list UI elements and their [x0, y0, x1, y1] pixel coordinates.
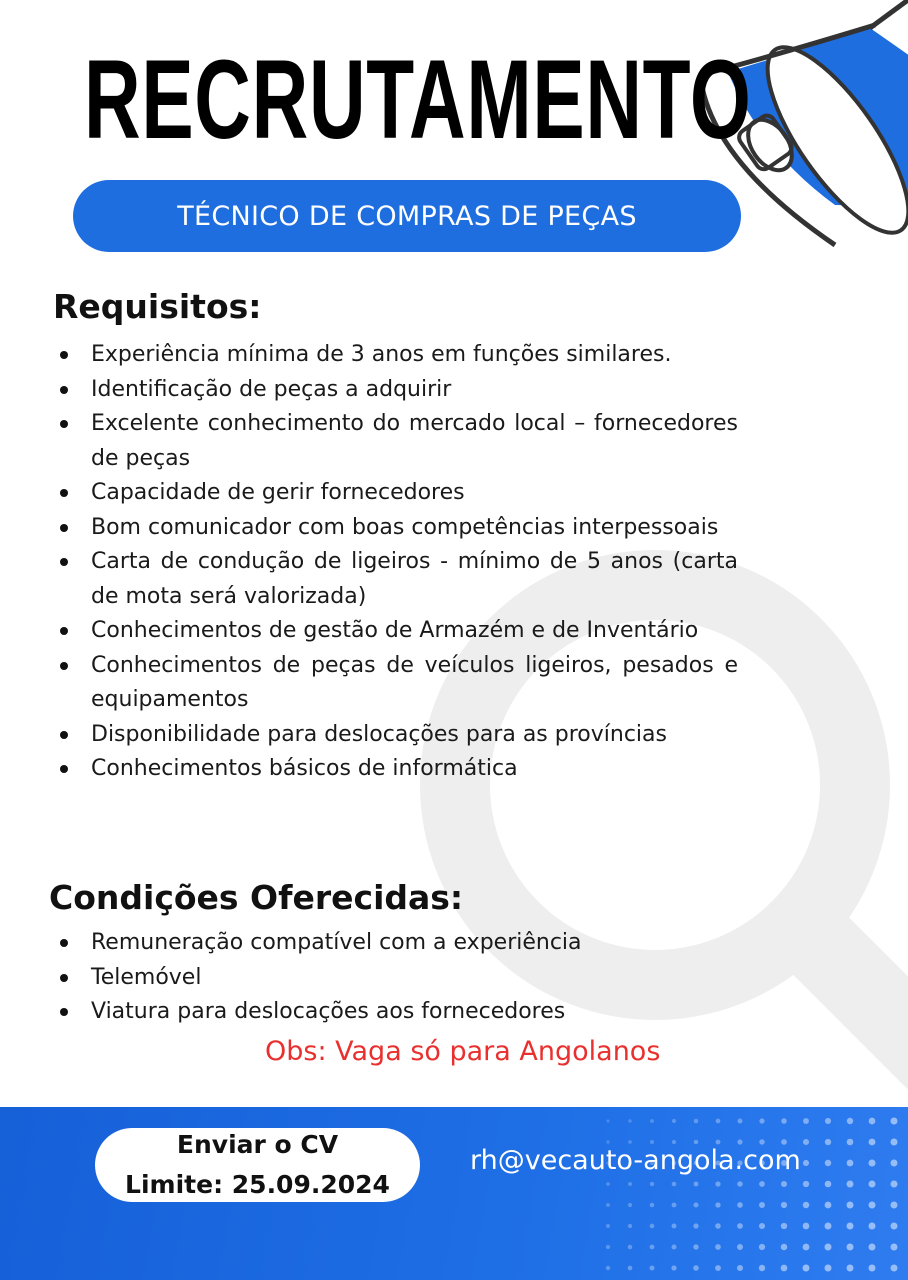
- pattern-dot: [672, 1182, 677, 1187]
- list-item: [58, 752, 738, 787]
- requirements-heading: Requisitos:: [53, 287, 262, 326]
- pattern-dot: [606, 1203, 610, 1207]
- pattern-dot: [803, 1223, 810, 1230]
- pattern-dot: [847, 1265, 854, 1272]
- pattern-dot: [869, 1160, 876, 1167]
- pattern-dot: [650, 1245, 655, 1250]
- pattern-dot: [891, 1118, 898, 1125]
- list-item-text: Excelente conhecimento do mercado local – fornecedores de peças: [91, 411, 738, 471]
- list-item: [58, 961, 738, 996]
- conditions-list: [58, 926, 738, 1030]
- pattern-dot: [715, 1181, 720, 1186]
- list-item: [58, 373, 738, 408]
- pattern-dot: [825, 1160, 831, 1166]
- pattern-dot: [869, 1118, 876, 1125]
- list-item-text: Conhecimentos de gestão de Armazém e de Inventário: [91, 618, 699, 643]
- pattern-dot: [628, 1224, 632, 1228]
- pattern-dot: [694, 1182, 699, 1187]
- pattern-dot: [737, 1139, 742, 1144]
- pattern-dot: [803, 1118, 809, 1124]
- dot-pattern-decoration: [588, 1107, 908, 1280]
- pattern-dot: [693, 1244, 698, 1249]
- pattern-dot: [759, 1265, 765, 1271]
- pattern-dot: [847, 1202, 854, 1209]
- pattern-dot: [650, 1203, 654, 1207]
- pattern-dot: [825, 1139, 831, 1145]
- pattern-dot: [606, 1266, 610, 1270]
- pattern-dot: [803, 1202, 809, 1208]
- list-item-text: Viatura para deslocações aos fornecedores: [91, 999, 566, 1024]
- bullet-icon: [60, 558, 68, 566]
- position-badge: [73, 180, 741, 252]
- list-item: [58, 511, 738, 546]
- list-item-text: Remuneração compatível com a experiência: [91, 930, 582, 955]
- pattern-dot: [803, 1244, 810, 1251]
- pattern-dot: [847, 1118, 853, 1124]
- pattern-dot: [715, 1265, 721, 1271]
- cv-deadline-badge: [95, 1128, 420, 1202]
- pattern-dot: [825, 1244, 832, 1251]
- pattern-dot: [737, 1202, 743, 1208]
- pattern-dot: [803, 1265, 810, 1272]
- pattern-dot: [672, 1224, 677, 1229]
- pattern-dot: [628, 1245, 633, 1250]
- pattern-dot: [715, 1202, 720, 1207]
- pattern-dot: [869, 1202, 876, 1209]
- pattern-dot: [891, 1160, 898, 1167]
- pattern-dot: [847, 1244, 854, 1251]
- page-title: RECRUTAMENTO: [84, 37, 752, 162]
- pattern-dot: [847, 1181, 854, 1188]
- pattern-dot: [672, 1140, 676, 1144]
- pattern-dot: [606, 1140, 609, 1143]
- pattern-dot: [650, 1119, 654, 1123]
- list-item-text: Disponibilidade para deslocações para as províncias: [91, 721, 667, 747]
- pattern-dot: [694, 1119, 698, 1123]
- bullet-icon: [60, 386, 68, 394]
- pattern-dot: [738, 1119, 743, 1124]
- bullet-icon: [60, 765, 68, 773]
- bullet-icon: [60, 420, 68, 428]
- pattern-dot: [716, 1140, 721, 1145]
- pattern-dot: [628, 1266, 633, 1271]
- list-item: [58, 407, 738, 476]
- bullet-icon: [60, 1008, 68, 1016]
- list-item: [58, 649, 738, 718]
- pattern-dot: [628, 1119, 632, 1123]
- pattern-dot: [781, 1118, 787, 1124]
- pattern-dot: [650, 1140, 654, 1144]
- pattern-dot: [869, 1244, 876, 1251]
- list-item: [58, 718, 738, 753]
- pattern-dot: [606, 1119, 609, 1122]
- pattern-dot: [606, 1245, 610, 1249]
- requirements-list: [58, 338, 738, 787]
- pattern-dot: [781, 1202, 787, 1208]
- pattern-dot: [869, 1181, 876, 1188]
- pattern-dot: [891, 1265, 898, 1272]
- pattern-dot: [891, 1223, 898, 1230]
- pattern-dot: [847, 1160, 854, 1167]
- pattern-dot: [672, 1203, 677, 1208]
- pattern-dot: [759, 1181, 765, 1187]
- list-item-text: Conhecimentos de peças de veículos ligeiros, pesados e equipamentos: [91, 652, 738, 712]
- pattern-dot: [891, 1181, 898, 1188]
- list-item-text: Telemóvel: [91, 964, 202, 990]
- pattern-dot: [781, 1244, 788, 1251]
- pattern-dot: [715, 1244, 721, 1250]
- bullet-icon: [60, 662, 68, 670]
- list-item: [58, 338, 738, 373]
- list-item-text: Capacidade de gerir fornecedores: [91, 480, 465, 505]
- pattern-dot: [628, 1182, 632, 1186]
- pattern-dot: [781, 1139, 787, 1145]
- pattern-dot: [891, 1202, 898, 1209]
- bullet-icon: [60, 489, 68, 497]
- pattern-dot: [869, 1223, 876, 1230]
- bullet-icon: [60, 939, 68, 947]
- pattern-dot: [781, 1223, 787, 1229]
- pattern-dot: [693, 1223, 698, 1228]
- pattern-dot: [825, 1265, 832, 1272]
- pattern-dot: [803, 1160, 809, 1166]
- list-item-text: Carta de condução de ligeiros - mínimo de 5 anos (carta de mota será valorizada): [91, 549, 738, 609]
- pattern-dot: [671, 1265, 676, 1270]
- pattern-dot: [891, 1244, 898, 1251]
- cv-deadline: Limite: 25.09.2024: [125, 1170, 390, 1199]
- pattern-dot: [693, 1202, 698, 1207]
- list-item: [58, 614, 738, 649]
- pattern-dot: [693, 1265, 699, 1271]
- list-item-text: Identificação de peças a adquirir: [91, 376, 452, 402]
- pattern-dot: [781, 1181, 787, 1187]
- pattern-dot: [737, 1223, 743, 1229]
- pattern-dot: [628, 1203, 632, 1207]
- nationality-note: Obs: Vaga só para Angolanos: [265, 1036, 661, 1067]
- bullet-icon: [60, 524, 68, 532]
- list-item-text: Bom comunicador com boas competências interpessoais: [91, 514, 719, 540]
- pattern-dot: [650, 1266, 655, 1271]
- pattern-dot: [825, 1118, 831, 1124]
- pattern-dot: [672, 1119, 676, 1123]
- bullet-icon: [60, 731, 68, 739]
- pattern-dot: [737, 1181, 742, 1186]
- pattern-dot: [869, 1265, 876, 1272]
- pattern-dot: [737, 1265, 743, 1271]
- pattern-dot: [869, 1139, 876, 1146]
- pattern-dot: [825, 1223, 832, 1230]
- pattern-dot: [825, 1181, 832, 1188]
- pattern-dot: [759, 1139, 764, 1144]
- pattern-dot: [847, 1139, 854, 1146]
- pattern-dot: [716, 1119, 721, 1124]
- pattern-dot: [759, 1223, 765, 1229]
- pattern-dot: [737, 1244, 743, 1250]
- bullet-icon: [60, 351, 68, 359]
- list-item: [58, 476, 738, 511]
- pattern-dot: [759, 1244, 765, 1250]
- pattern-dot: [803, 1181, 809, 1187]
- position-label: TÉCNICO DE COMPRAS DE PEÇAS: [177, 200, 637, 232]
- list-item-text: Experiência mínima de 3 anos em funções similares.: [91, 342, 672, 367]
- pattern-dot: [694, 1140, 699, 1145]
- pattern-dot: [650, 1224, 655, 1229]
- pattern-dot: [606, 1224, 610, 1228]
- conditions-heading: Condições Oferecidas:: [49, 878, 464, 917]
- list-item-text: Conhecimentos básicos de informática: [91, 756, 518, 781]
- footer-banner: [0, 1107, 908, 1280]
- bullet-icon: [60, 974, 68, 982]
- pattern-dot: [781, 1265, 788, 1272]
- list-item: [58, 926, 738, 961]
- cv-instruction: Enviar o CV: [176, 1130, 339, 1159]
- pattern-dot: [891, 1139, 898, 1146]
- pattern-dot: [803, 1139, 809, 1145]
- list-item: [58, 995, 738, 1030]
- pattern-dot: [671, 1244, 676, 1249]
- pattern-dot: [825, 1202, 832, 1209]
- pattern-dot: [759, 1118, 764, 1123]
- pattern-dot: [606, 1182, 610, 1186]
- pattern-dot: [847, 1223, 854, 1230]
- pattern-dot: [759, 1202, 765, 1208]
- bullet-icon: [60, 627, 68, 635]
- list-item: [58, 545, 738, 614]
- contact-email[interactable]: rh@vecauto-angola.com: [470, 1145, 801, 1176]
- pattern-dot: [628, 1140, 632, 1144]
- pattern-dot: [715, 1223, 721, 1229]
- pattern-dot: [650, 1182, 654, 1186]
